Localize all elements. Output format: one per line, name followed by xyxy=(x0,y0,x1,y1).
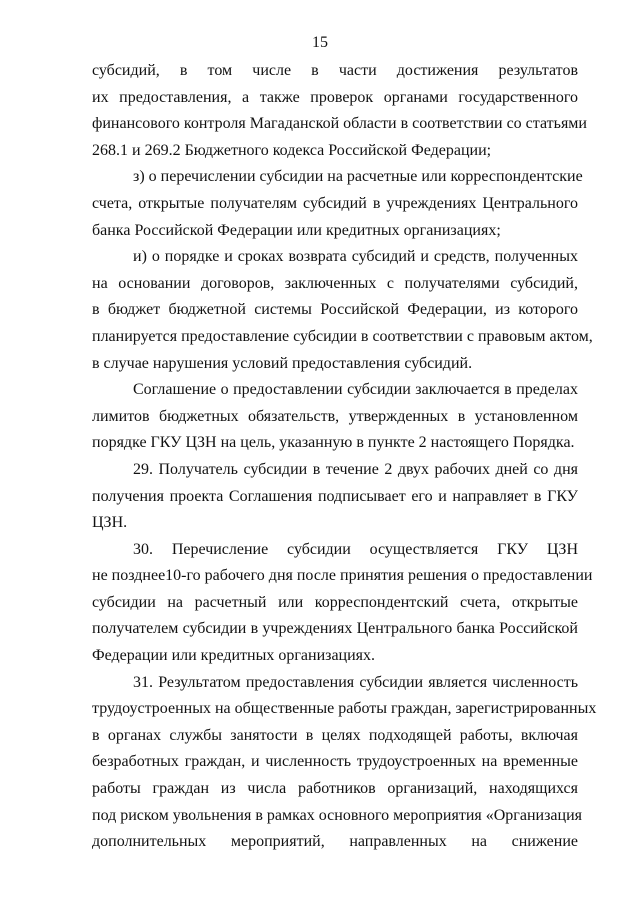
text-line: финансового контроля Магаданской области в соответствии со статьями xyxy=(92,115,587,133)
text-line: дополнительных мероприятий, направленных на снижение xyxy=(92,833,578,851)
text-line: порядке ГКУ ЦЗН на цель, указанную в пункте 2 настоящего Порядка. xyxy=(92,434,575,452)
text-line: з) о перечислении субсидии на расчетные или корреспондентские xyxy=(133,168,583,186)
text-line: не позднее10-го рабочего дня после принятия решения о предоставлении xyxy=(92,567,593,585)
page-number: 15 xyxy=(312,34,328,51)
text-line: 30. Перечисление субсидии осуществляется ГКУ ЦЗН xyxy=(133,540,578,558)
text-line: планируется предоставление субсидии в соответствии с правовым актом, xyxy=(92,327,593,345)
text-line: в случае нарушения условий предоставления субсидий. xyxy=(92,354,473,372)
text-line: ЦЗН. xyxy=(92,514,128,532)
text-line: в бюджет бюджетной системы Российской Федерации, из которого xyxy=(92,301,578,319)
text-line: 268.1 и 269.2 Бюджетного кодекса Российской Федерации; xyxy=(92,141,492,159)
document-body xyxy=(92,58,597,856)
text-line: банка Российской Федерации или кредитных организациях; xyxy=(92,221,501,239)
text-line: 31. Результатом предоставления субсидии является численность xyxy=(133,673,578,691)
text-line: в органах службы занятости в целях подходящей работы, включая xyxy=(92,726,578,744)
text-line: под риском увольнения в рамках основного мероприятия «Организация xyxy=(92,806,582,824)
text-line: лимитов бюджетных обязательств, утвержденных в установленном xyxy=(92,407,578,425)
text-line: и) о порядке и сроках возврата субсидий и средств, полученных xyxy=(133,248,578,266)
text-line: трудоустроенных на общественные работы граждан, зарегистрированных xyxy=(92,700,597,718)
text-line: получателем субсидии в учреждениях Центрального банка Российской xyxy=(92,620,578,638)
text-line: безработных граждан, и численность трудоустроенных на временные xyxy=(92,753,578,771)
text-line: Соглашение о предоставлении субсидии заключается в пределах xyxy=(133,381,578,399)
text-line: счета, открытые получателям субсидий в учреждениях Центрального xyxy=(92,194,578,212)
text-line: Федерации или кредитных организациях. xyxy=(92,647,376,665)
text-line: субсидий, в том числе в части достижения результатов xyxy=(92,62,578,79)
text-line: субсидии на расчетный или корреспондентский счета, открытые xyxy=(92,593,578,611)
text-line: получения проекта Соглашения подписывает его и направляет в ГКУ xyxy=(92,487,578,505)
text-line: работы граждан из числа работников организаций, находящихся xyxy=(92,780,578,798)
text-line: на основании договоров, заключенных с получателями субсидий, xyxy=(92,274,578,292)
text-line: 29. Получатель субсидии в течение 2 двух рабочих дней со дня xyxy=(133,460,578,478)
text-line: их предоставления, а также проверок органами государственного xyxy=(92,88,578,106)
